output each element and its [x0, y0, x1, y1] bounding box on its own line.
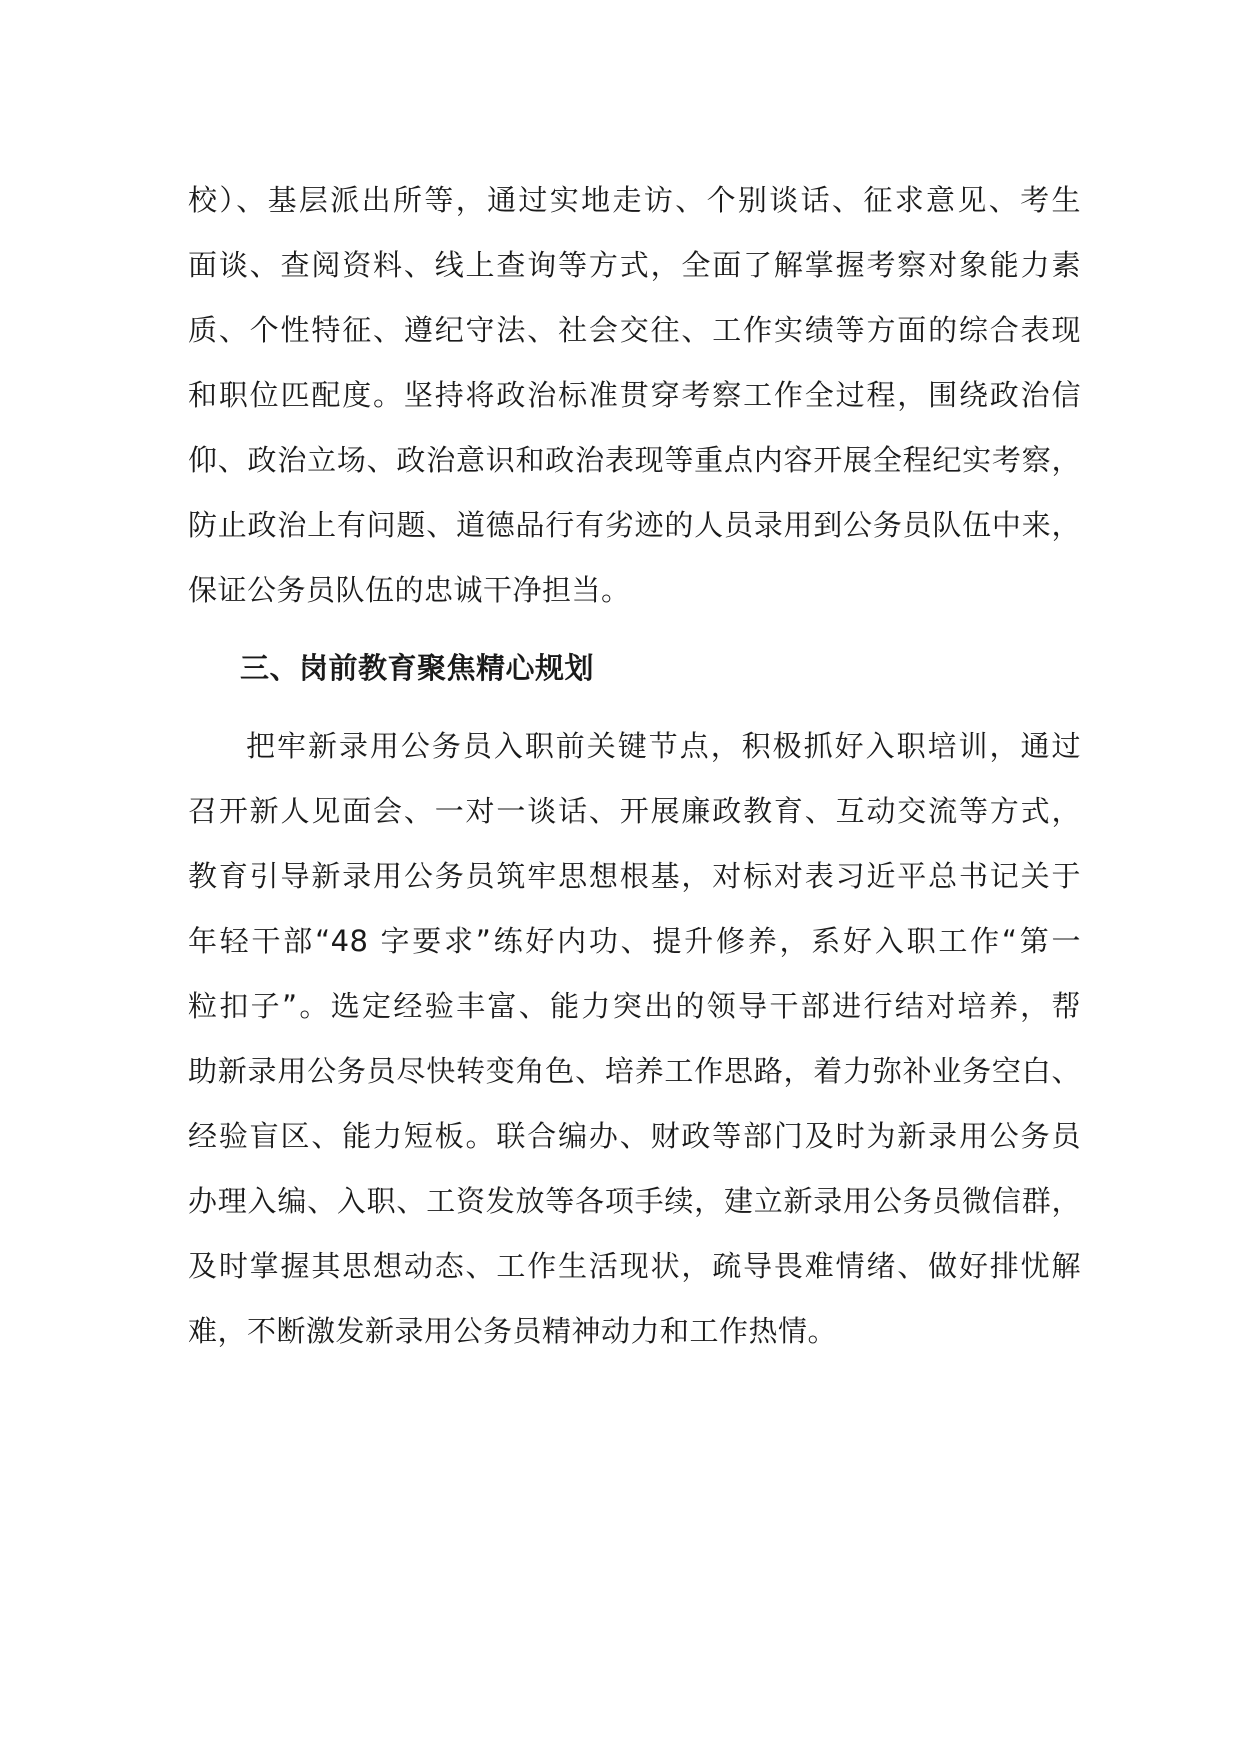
text-line: 难，不断激发新录用公务员精神动力和工作热情。	[188, 1314, 838, 1348]
text-line: 防止政治上有问题、道德品行有劣迹的人员录用到公务员队伍中来，	[188, 508, 1081, 542]
document-body	[188, 168, 1081, 1364]
text-line: 质、个性特征、遵纪守法、社会交往、工作实绩等方面的综合表现	[188, 313, 1081, 347]
text-line: 和职位匹配度。坚持将政治标准贯穿考察工作全过程，围绕政治信	[188, 378, 1081, 412]
text-line: 教育引导新录用公务员筑牢思想根基，对标对表习近平总书记关于	[188, 859, 1081, 893]
text-line: 及时掌握其思想动态、工作生活现状，疏导畏难情绪、做好排忧解	[188, 1249, 1081, 1283]
text-line: 校）、基层派出所等，通过实地走访、个别谈话、征求意见、考生	[188, 183, 1081, 217]
text-line: 助新录用公务员尽快转变角色、培养工作思路，着力弥补业务空白、	[188, 1054, 1081, 1088]
text-line: 粒扣子”。选定经验丰富、能力突出的领导干部进行结对培养，帮	[188, 989, 1081, 1023]
text-line: 把牢新录用公务员入职前关键节点，积极抓好入职培训，通过	[246, 729, 1081, 763]
text-line: 仰、政治立场、政治意识和政治表现等重点内容开展全程纪实考察，	[188, 443, 1081, 477]
text-line: 召开新人见面会、一对一谈话、开展廉政教育、互动交流等方式，	[188, 794, 1081, 828]
text-line: 年轻干部“48 字要求”练好内功、提升修养，系好入职工作“第一	[188, 924, 1081, 958]
text-line: 办理入编、入职、工资发放等各项手续，建立新录用公务员微信群，	[188, 1184, 1081, 1218]
text-line: 保证公务员队伍的忠诚干净担当。	[188, 573, 631, 607]
section-heading: 三、岗前教育聚焦精心规划	[240, 651, 595, 685]
paragraph-continued	[188, 168, 1081, 623]
paragraph	[188, 714, 1081, 1364]
text-line: 面谈、查阅资料、线上查询等方式，全面了解掌握考察对象能力素	[188, 248, 1081, 282]
text-line: 经验盲区、能力短板。联合编办、财政等部门及时为新录用公务员	[188, 1119, 1081, 1153]
